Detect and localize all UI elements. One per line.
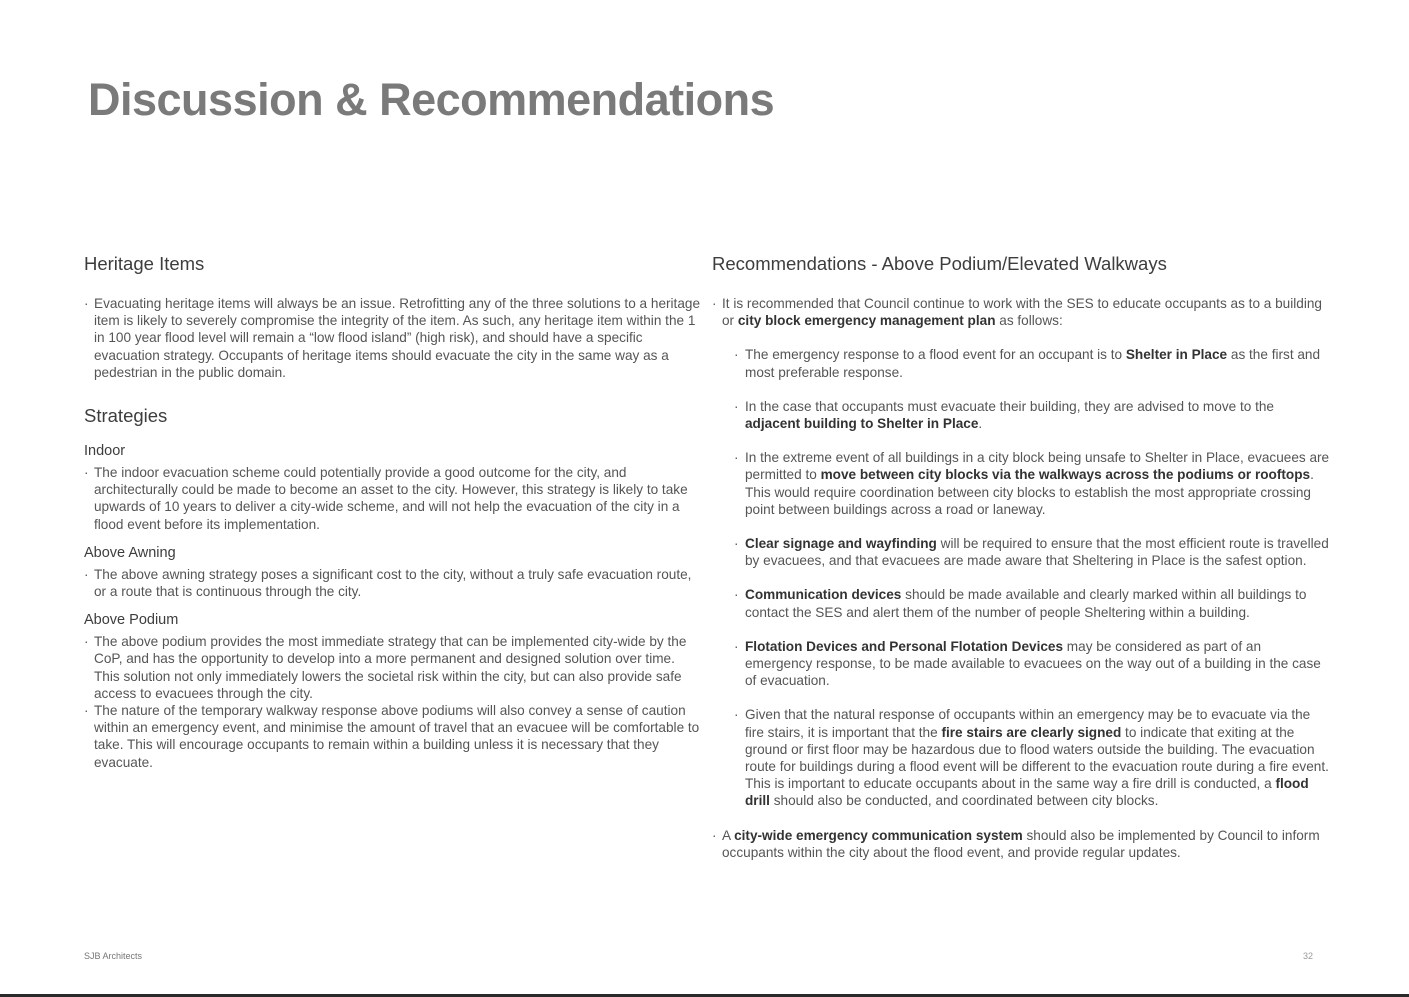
recommendation-item: · Flotation Devices and Personal Flotation Devices may be considered as part of an emergency response, to be made available to evacuees on the way out of a building in the case of evacuation.: [712, 638, 1330, 690]
left-column: [84, 253, 702, 771]
communication-system-item: · A city-wide emergency communication system should also be implemented by Council to inform occupants within the city about the flood event, and provide regular updates.: [712, 827, 1330, 861]
recommendation-item: · Given that the natural response of occupants within an emergency may be to evacuate via the fire stairs, it is important that the fire stairs are clearly signed to indicate that exiting at the ground or first floor may be hazardous due to flood waters outside the building. The evacuation route for buildings during a flood event will be different to the evacuation route during a fire event. This is important to educate occupants about in the same way a fire drill is conducted, a flood drill should also be conducted, and coordinated between city blocks.: [712, 706, 1330, 809]
podium-text-2: · The nature of the temporary walkway response above podiums will also convey a sense of caution within an emergency event, and minimise the amount of travel that an evacuee will be comfortable to take. This will encourage occupants to remain within a building unless it is necessary that they evacuate.: [84, 702, 702, 771]
page-number: 32: [1302, 951, 1313, 961]
indoor-heading: Indoor: [84, 443, 126, 460]
awning-text: · The above awning strategy poses a significant cost to the city, without a truly safe evacuation route, or a route that is continuous through the city.: [84, 566, 702, 600]
recommendation-item: · Communication devices should be made available and clearly marked within all buildings to contact the SES and alert them of the number of people Sheltering within a building.: [712, 586, 1330, 620]
recommendations-heading: Recommendations - Above Podium/Elevated Walkways: [712, 253, 1167, 274]
podium-heading: Above Podium: [84, 612, 179, 629]
recommendation-item: · The emergency response to a flood event for an occupant is to Shelter in Place as the first and most preferable response.: [712, 346, 1330, 380]
strategies-heading: Strategies: [84, 405, 168, 427]
heritage-heading: Heritage Items: [84, 253, 205, 274]
page-title: Discussion & Recommendations: [88, 74, 775, 125]
footer-company: SJB Architects: [84, 951, 143, 961]
recommendation-item: · Clear signage and wayfinding will be required to ensure that the most efficient route is travelled by evacuees, and that evacuees are made aware that Sheltering in Place is the safest option.: [712, 535, 1330, 569]
recommendation-item: · In the case that occupants must evacuate their building, they are advised to move to the adjacent building to Shelter in Place.: [712, 398, 1330, 432]
recommendations-intro: · It is recommended that Council continue to work with the SES to educate occupants as to a building or city block emergency management plan as follows:: [712, 295, 1330, 329]
podium-text-1: · The above podium provides the most immediate strategy that can be implemented city-wide by the CoP, and has the opportunity to develop into a more permanent and designed solution over time. This solution not only immediately lowers the societal risk within the city, but can also provide safe access to evacuees through the city.: [84, 633, 702, 702]
awning-heading: Above Awning: [84, 544, 176, 561]
heritage-text: · Evacuating heritage items will always be an issue. Retrofitting any of the three solutions to a heritage item is likely to severely compromise the integrity of the item. As such, any heritage item within the 1 in 100 year flood level will remain a “low flood island” (high risk), and should have a specific evacuation strategy. Occupants of heritage items should evacuate the city in the same way as a pedestrian in the public domain.: [84, 295, 702, 381]
recommendation-item: · In the extreme event of all buildings in a city block being unsafe to Shelter in Place, evacuees are permitted to move between city blocks via the walkways across the podiums or rooftops. This would require coordination between city blocks to establish the most appropriate crossing point between buildings across a road or laneway.: [712, 449, 1330, 518]
right-column: [712, 253, 1330, 861]
indoor-text: · The indoor evacuation scheme could potentially provide a good outcome for the city, and architecturally could be made to become an asset to the city. However, this strategy is likely to take upwards of 10 years to deliver a city-wide scheme, and will not help the evacuation of the city in a flood event before its implementation.: [84, 464, 702, 533]
